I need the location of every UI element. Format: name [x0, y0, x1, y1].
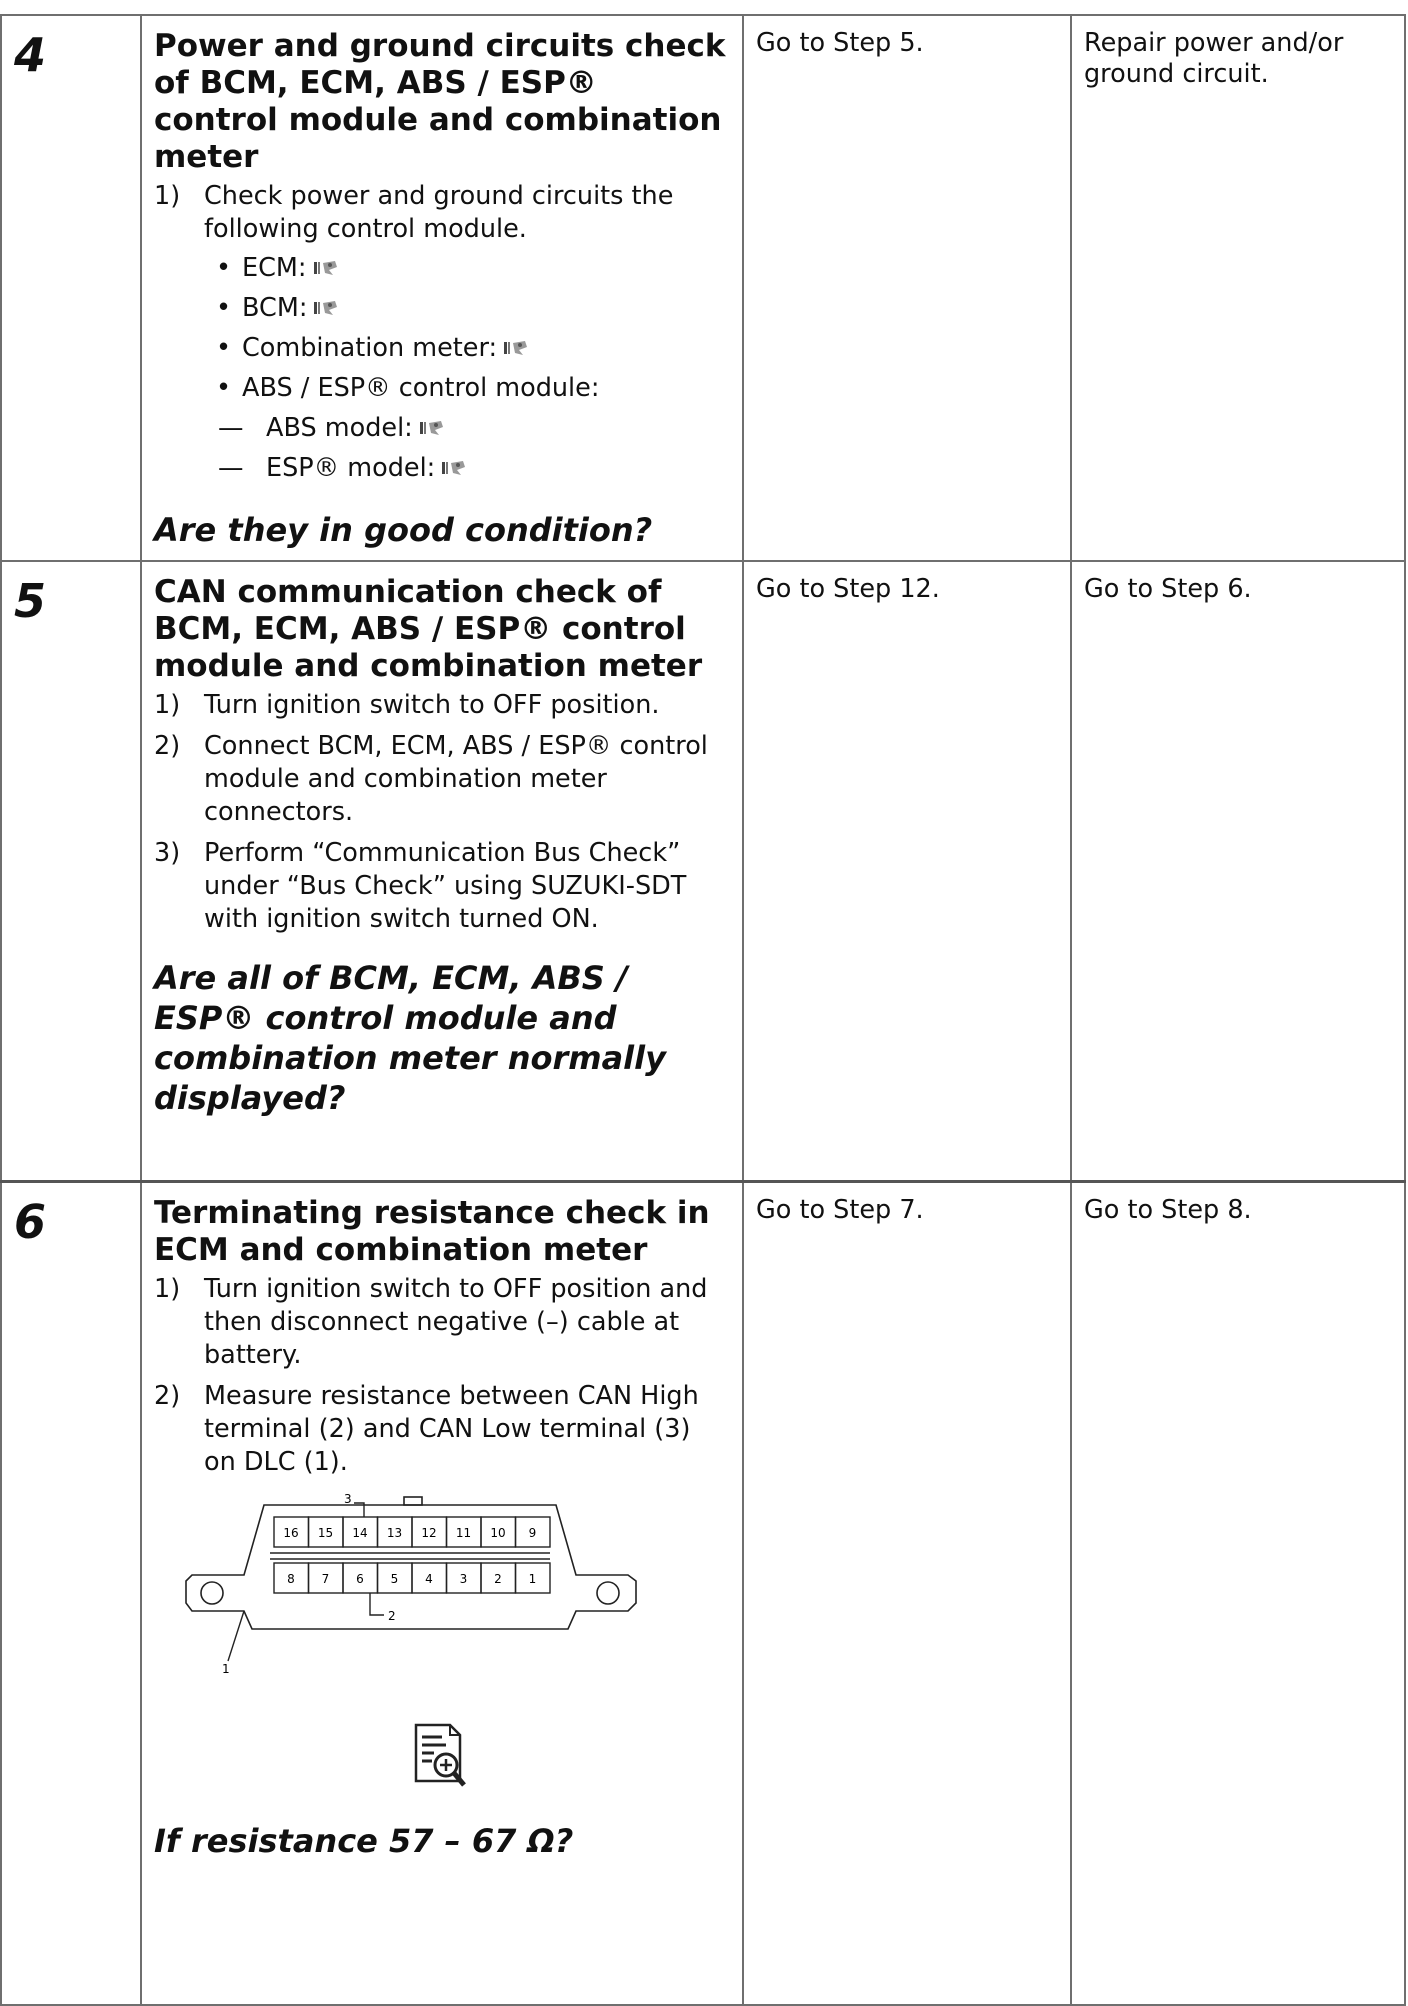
- procedure-text: Perform “Communication Bus Check” under “Bus Check” using SUZUKI-SDT with ignition switch turned ON.: [204, 838, 687, 934]
- module-item: • ABS / ESP® control module: — ABS model: — ESP® model:: [204, 368, 728, 488]
- step-title: CAN communication check of BCM, ECM, ABS / ESP® control module and combination meter: [154, 574, 703, 684]
- pin-top-14: 14: [352, 1525, 368, 1540]
- pin-bottom-1: 1: [528, 1571, 537, 1586]
- no-action: Go to Step 8.: [1084, 1194, 1252, 1225]
- pin-top-10: 10: [490, 1525, 506, 1540]
- step-cell: [1, 561, 141, 1181]
- check-question: Are all of BCM, ECM, ABS / ESP® control module and combination meter normally displayed?: [154, 959, 666, 1117]
- procedure-number: 1): [154, 181, 181, 211]
- reference-link-icon[interactable]: [419, 418, 445, 438]
- action-cell: [141, 15, 743, 561]
- procedure-number: 1): [154, 690, 181, 720]
- model-label: ABS model:: [266, 413, 413, 443]
- procedure-text: Turn ignition switch to OFF position.: [204, 690, 660, 720]
- procedure-step: [154, 1380, 728, 1479]
- procedure-number: 1): [154, 1273, 181, 1304]
- no-action: Go to Step 6.: [1084, 574, 1252, 604]
- module-item: • ECM:: [204, 248, 728, 288]
- pin-bottom-7: 7: [321, 1571, 330, 1586]
- step-title: Terminating resistance check in ECM and combination meter: [154, 1194, 710, 1268]
- yes-action: Go to Step 5.: [756, 28, 924, 58]
- pin-top-11: 11: [455, 1525, 472, 1540]
- no-cell: [1071, 1181, 1405, 2005]
- no-cell: [1071, 15, 1405, 561]
- module-label: Combination meter:: [242, 333, 498, 363]
- pin-bottom-5: 5: [390, 1571, 399, 1586]
- pin-bottom-8: 8: [287, 1571, 295, 1586]
- table-row: [1, 1181, 1405, 2005]
- magnify-icon[interactable]: [412, 1723, 472, 1789]
- pin-top-15: 15: [317, 1525, 334, 1540]
- diagnostic-table: [0, 14, 1406, 2006]
- module-label: ABS / ESP® control module:: [242, 373, 600, 403]
- reference-link-icon[interactable]: [313, 298, 339, 318]
- module-item: • Combination meter:: [204, 328, 728, 368]
- pin-top-16: 16: [283, 1525, 299, 1540]
- step-number: 4: [14, 28, 47, 82]
- module-item: • BCM:: [204, 288, 728, 328]
- yes-cell: [743, 561, 1071, 1181]
- pin-bottom-6: 6: [356, 1571, 364, 1586]
- step-title: Power and ground circuits check of BCM, ECM, ABS / ESP® control module and combination meter: [154, 28, 726, 175]
- procedure-step: [154, 180, 728, 488]
- table-row: [1, 561, 1405, 1181]
- pin-bottom-4: 4: [425, 1571, 433, 1586]
- pin-top-9: 9: [528, 1525, 537, 1540]
- pin-bottom-3: 3: [459, 1571, 468, 1586]
- procedure-text: Turn ignition switch to OFF position and then disconnect negative (–) cable at battery.: [204, 1273, 708, 1370]
- step-cell: [1, 1181, 141, 2005]
- pin-top-13: 13: [386, 1525, 403, 1540]
- procedure-text: Measure resistance between CAN High terminal (2) and CAN Low terminal (3) on DLC (1).: [204, 1380, 699, 1477]
- procedure-number: 2): [154, 1380, 181, 1411]
- table-row: [1, 15, 1405, 561]
- step-number: 6: [14, 1194, 47, 1249]
- procedure-step: [154, 837, 728, 936]
- pin-bottom-2: 2: [494, 1571, 502, 1586]
- yes-action: Go to Step 7.: [756, 1194, 924, 1225]
- dlc-connector-diagram: [184, 1493, 644, 1693]
- action-cell: [141, 561, 743, 1181]
- callout-can-high: 2: [388, 1608, 396, 1623]
- procedure-number: 3): [154, 838, 181, 868]
- model-item: — ESP® model:: [204, 448, 728, 488]
- reference-link-icon[interactable]: [441, 458, 467, 478]
- procedure-text: Check power and ground circuits the following control module.: [204, 181, 674, 244]
- step-number: 5: [14, 574, 47, 628]
- no-cell: [1071, 561, 1405, 1181]
- callout-can-low: 3: [344, 1492, 352, 1506]
- model-label: ESP® model:: [266, 453, 436, 483]
- step-cell: [1, 15, 141, 561]
- procedure-number: 2): [154, 731, 181, 761]
- procedure-step: [154, 689, 728, 722]
- reference-link-icon[interactable]: [313, 258, 339, 278]
- module-label: BCM:: [242, 293, 308, 323]
- action-cell: [141, 1181, 743, 2005]
- pin-top-12: 12: [421, 1525, 437, 1540]
- reference-link-icon[interactable]: [503, 338, 529, 358]
- yes-cell: [743, 1181, 1071, 2005]
- check-question: If resistance 57 – 67 Ω?: [154, 1821, 574, 1860]
- callout-dlc: 1: [222, 1661, 230, 1676]
- no-action: Repair power and/or ground circuit.: [1084, 28, 1344, 89]
- yes-action: Go to Step 12.: [756, 574, 940, 604]
- model-item: — ABS model:: [204, 408, 728, 448]
- check-question: Are they in good condition?: [154, 511, 653, 549]
- procedure-step: [154, 730, 728, 829]
- module-label: ECM:: [242, 253, 307, 283]
- yes-cell: [743, 15, 1071, 561]
- procedure-step: [154, 1273, 728, 1372]
- procedure-text: Connect BCM, ECM, ABS / ESP® control module and combination meter connectors.: [204, 731, 708, 827]
